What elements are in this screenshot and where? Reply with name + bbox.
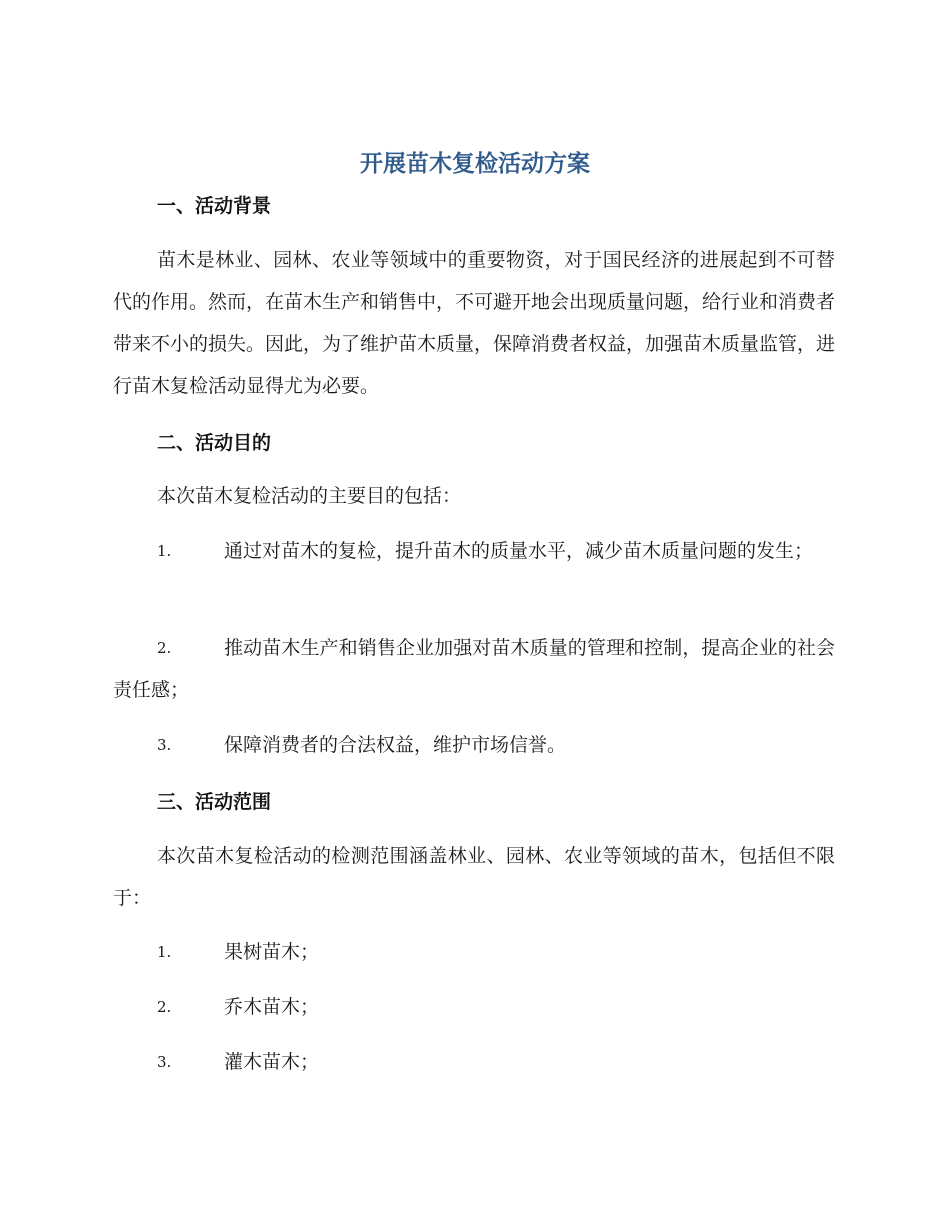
- document-title: 开展苗木复检活动方案: [360, 151, 590, 177]
- list-item: [113, 724, 835, 766]
- list-item-number: 3.: [157, 1053, 172, 1071]
- list-item-number: 2.: [157, 998, 172, 1016]
- list-item-number: 1.: [157, 542, 172, 560]
- list-item-number: 3.: [157, 736, 172, 754]
- list-item-text: 通过对苗木的复检，提升苗木的质量水平，减少苗木质量问题的发生；: [224, 540, 814, 562]
- list-item: [113, 1041, 835, 1083]
- list-item-text: 乔木苗木；: [224, 996, 320, 1018]
- list-item-number: 2.: [157, 639, 172, 657]
- list-item-text: 灌木苗木；: [224, 1051, 320, 1073]
- list-item: [113, 627, 835, 711]
- section-paragraph-purpose: 本次苗木复检活动的主要目的包括：: [157, 485, 462, 507]
- list-item-number: 1.: [157, 943, 172, 961]
- section-heading-background: 一、活动背景: [157, 195, 272, 217]
- list-item-text: 推动苗木生产和销售企业加强对苗木质量的管理和控制，提高企业的社会责任感；: [113, 637, 835, 701]
- list-item: [113, 986, 835, 1028]
- list-item: [113, 931, 835, 973]
- section-heading-scope: 三、活动范围: [157, 791, 272, 813]
- list-item-text: 保障消费者的合法权益，维护市场信誉。: [224, 734, 567, 756]
- section-paragraph-background: 苗木是林业、园林、农业等领域中的重要物资，对于国民经济的进展起到不可替代的作用。然而，在苗木生产和销售中，不可避开地会出现质量问题，给行业和消费者带来不小的损失。因此，为了维护苗木质量，保障消费者权益，加强苗木质量监管，进行苗木复检活动显得尤为必要。: [113, 249, 836, 397]
- section-heading-purpose: 二、活动目的: [157, 432, 272, 454]
- section-paragraph-scope: 本次苗木复检活动的检测范围涵盖林业、园林、农业等领域的苗木，包括但不限于：: [113, 845, 835, 909]
- list-item: [113, 530, 835, 572]
- list-item-text: 果树苗木；: [224, 941, 320, 963]
